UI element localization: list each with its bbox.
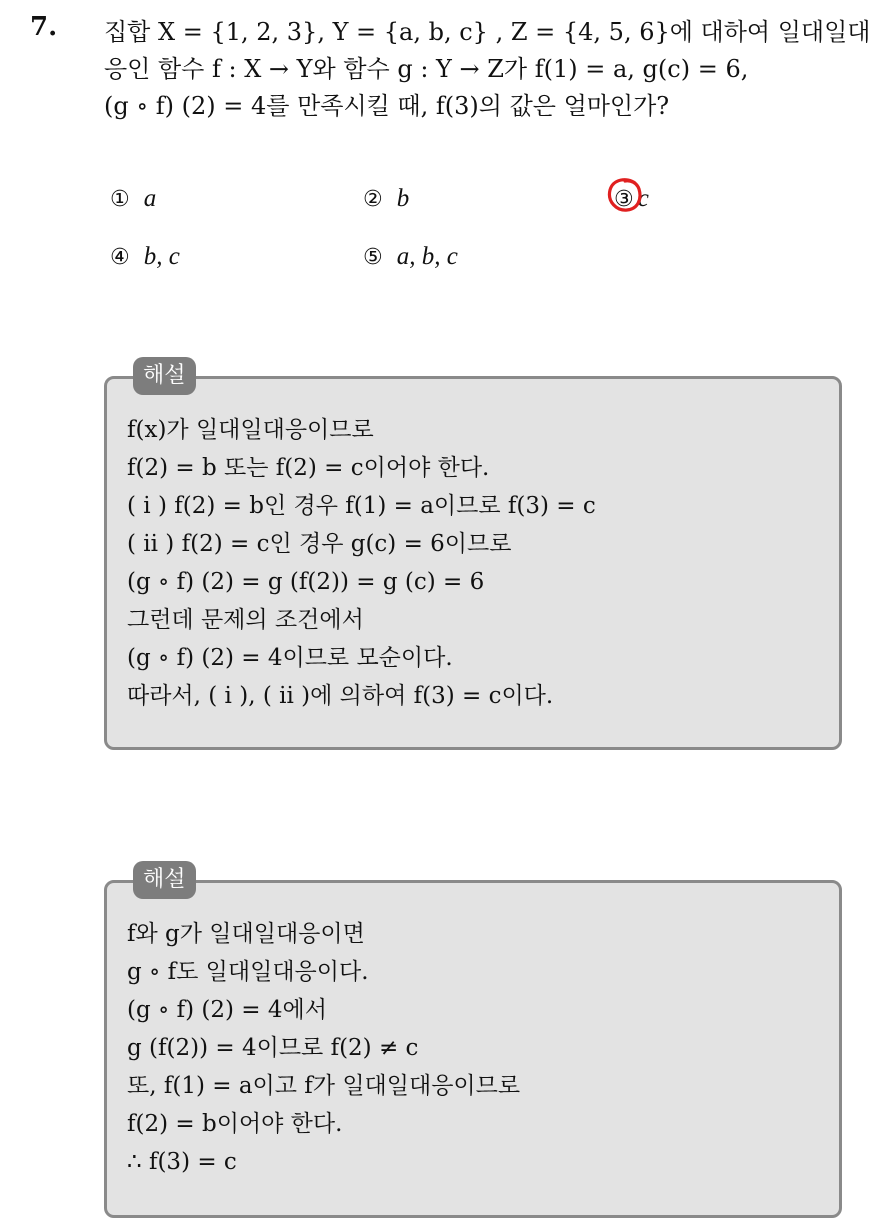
choice-value: a, b, c — [396, 243, 458, 270]
solution-box-1 — [104, 363, 842, 750]
solution-line: f와 g가 일대일대응이면 — [127, 921, 365, 947]
solution-line: g ∘ f도 일대일대응이다. — [127, 959, 369, 985]
choice-value: c — [637, 185, 649, 212]
choice-value: b, c — [143, 243, 180, 270]
question-text — [104, 14, 871, 125]
solution-lines — [127, 411, 596, 715]
solution-box-2 — [104, 867, 842, 1218]
question-line: (g ∘ f) (2) = 4를 만족시킬 때, f(3)의 값은 얼마인가? — [104, 92, 670, 120]
choice-value: a — [143, 185, 157, 212]
question-line: 집합 X = {1, 2, 3}, Y = {a, b, c} , Z = {4, 5, 6}에 대하여 일대일대 — [104, 18, 871, 46]
solution-tag: 해설 — [133, 861, 196, 899]
selected-answer-marker — [614, 184, 638, 212]
choice-3[interactable] — [614, 184, 649, 213]
choice-5[interactable] — [363, 242, 458, 271]
choice-value: b — [396, 185, 410, 212]
choice-1[interactable] — [110, 184, 156, 213]
solution-tag: 해설 — [133, 357, 196, 395]
solution-lines — [127, 915, 520, 1181]
red-circle-mark-icon — [605, 175, 645, 215]
question-number: 7. — [30, 12, 58, 42]
solution-line: 따라서, ( i ), ( ii )에 의하여 f(3) = c이다. — [127, 683, 554, 709]
solution-line: ( ii ) f(2) = c인 경우 g(c) = 6이므로 — [127, 531, 512, 557]
solution-line: f(x)가 일대일대응이므로 — [127, 417, 374, 443]
solution-line: (g ∘ f) (2) = 4에서 — [127, 997, 327, 1023]
choice-mark: ③ — [614, 187, 634, 212]
solution-line: ∴ f(3) = c — [127, 1149, 237, 1175]
choice-2[interactable] — [363, 184, 409, 213]
choice-mark: ② — [363, 187, 383, 212]
choice-mark: ① — [110, 187, 130, 212]
solution-line: 그런데 문제의 조건에서 — [127, 607, 364, 633]
choice-4[interactable] — [110, 242, 180, 271]
solution-line: 또, f(1) = a이고 f가 일대일대응이므로 — [127, 1073, 521, 1099]
choice-mark: ⑤ — [363, 245, 383, 270]
solution-line: f(2) = b 또는 f(2) = c이어야 한다. — [127, 455, 490, 481]
question-line: 응인 함수 f : X → Y와 함수 g : Y → Z가 f(1) = a, g(c) = 6, — [104, 55, 749, 83]
solution-line: ( i ) f(2) = b인 경우 f(1) = a이므로 f(3) = c — [127, 493, 596, 519]
solution-line: (g ∘ f) (2) = 4이므로 모순이다. — [127, 645, 453, 671]
choice-mark: ④ — [110, 245, 130, 270]
solution-line: (g ∘ f) (2) = g (f(2)) = g (c) = 6 — [127, 569, 485, 595]
solution-line: g (f(2)) = 4이므로 f(2) ≠ c — [127, 1035, 419, 1061]
solution-line: f(2) = b이어야 한다. — [127, 1111, 343, 1137]
